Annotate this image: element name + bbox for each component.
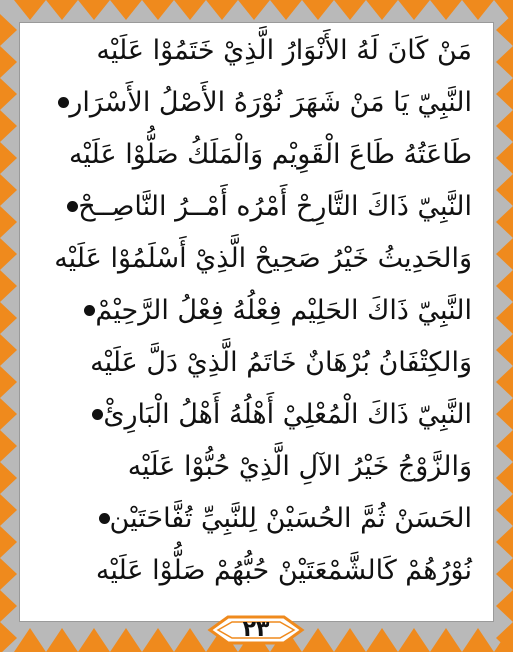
poem-line bbox=[40, 388, 472, 440]
page-number: ٢٣ bbox=[242, 617, 270, 642]
poem-line-text: النَّبِيّ ذَاكَ التَّارِحْ أَمْرُه أَمْــرُ النَّاصِــحْ bbox=[78, 190, 472, 222]
poem-line-text: نُوْرُهُمْ كَالشَّمْعَتَيْنْ حُبُّهُمْ صَلُّوْا عَلَيْه bbox=[95, 554, 472, 586]
poem-line-text: طَاعَتُهُ طَاعَ الْقَوِيْم وَالْمَلَكُ صَلُّوْا عَلَيْه bbox=[68, 138, 472, 170]
bullet-icon bbox=[99, 513, 110, 524]
poem-line bbox=[40, 440, 472, 492]
poem-line-text: الحَسَنْ ثُمَّ الحُسَيْنْ لِلنَّبِيِّ تُفَّاحَتَيْن bbox=[109, 502, 472, 534]
bullet-icon bbox=[67, 201, 78, 212]
poem-line bbox=[40, 492, 472, 544]
poem-line-text: وَالزَّوْجُ خَيْرُ الآلِ الَّذِيْ حُبُّوْا عَلَيْه bbox=[127, 450, 472, 482]
bullet-icon bbox=[92, 409, 103, 420]
poem-line-text: النَّبِيّ يَا مَنْ شَهَرَ نُوْرَهُ الأَصْلُ الأَسْرَار bbox=[69, 86, 472, 118]
poem-line bbox=[40, 336, 472, 388]
poem-line-text: مَنْ كَانَ لَهُ الأَنْوَارُ الَّذِيْ خَتَمُوْا عَلَيْه bbox=[96, 34, 472, 66]
poem-line-text: النَّبِيّ ذَاكَ الحَلِيْم فِعْلُهُ فِعْلُ الرَّحِيْمْ bbox=[95, 294, 472, 326]
poem-line bbox=[40, 128, 472, 180]
poem-line bbox=[40, 76, 472, 128]
bullet-icon bbox=[84, 305, 95, 316]
poem-line-text: النَّبِيّ ذَاكَ الْمُعْلِيْ أَهْلُهُ أَهْلُ الْبَارِئْ bbox=[103, 398, 472, 430]
poem-line bbox=[40, 544, 472, 596]
bullet-icon bbox=[58, 97, 69, 108]
poem-line-text: وَالكِتْفَانُ بُرْهَانٌ خَاتَمُ الَّذِيْ دَلَّ عَلَيْه bbox=[90, 346, 472, 378]
poem-line bbox=[40, 24, 472, 76]
poem-line bbox=[40, 284, 472, 336]
poem-line bbox=[40, 180, 472, 232]
poem-text bbox=[40, 34, 472, 604]
poem-line bbox=[40, 232, 472, 284]
poem-line-text: وَالحَدِيثُ خَيْرُ صَحِيحْ الَّذِيْ أَسْلَمُوْا عَلَيْه bbox=[54, 242, 472, 274]
